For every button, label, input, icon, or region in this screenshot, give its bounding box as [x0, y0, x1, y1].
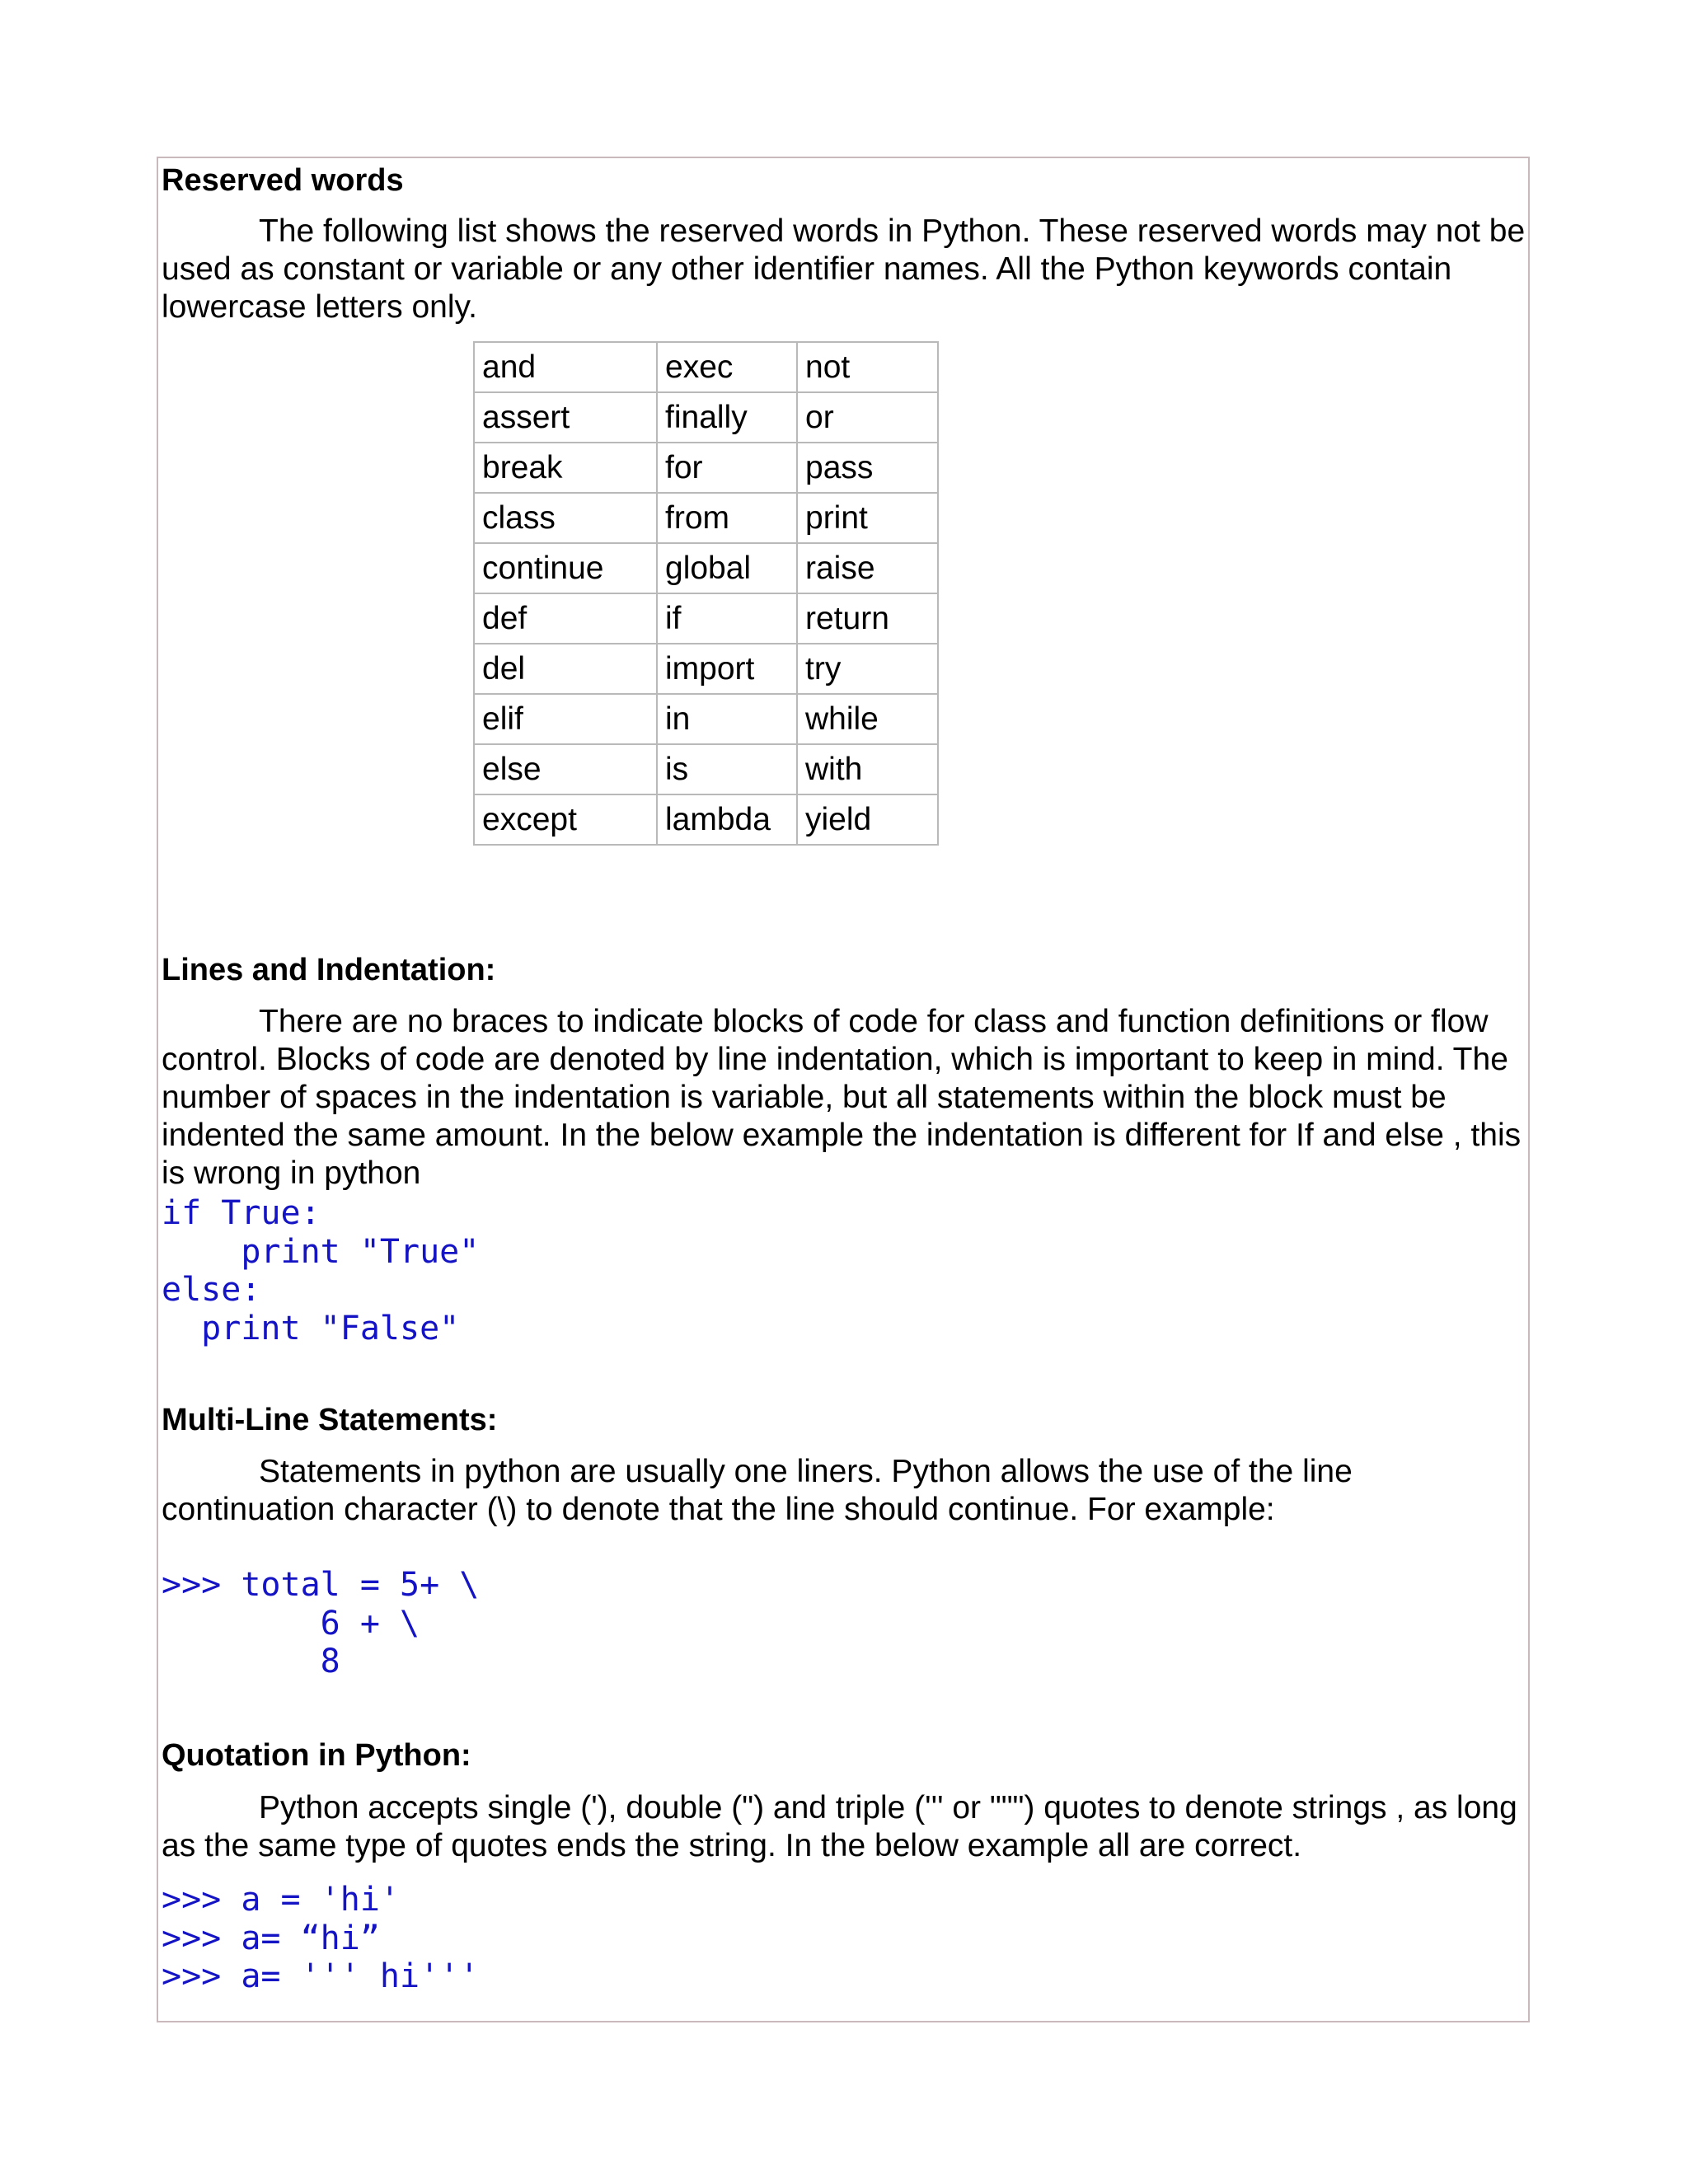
- keyword-cell: finally: [657, 392, 797, 443]
- keyword-cell: in: [657, 694, 797, 744]
- keywords-table: [473, 341, 939, 846]
- keyword-cell: or: [797, 392, 938, 443]
- keywords-table-row: [474, 443, 938, 493]
- keywords-table-row: [474, 593, 938, 644]
- keywords-table-row: [474, 694, 938, 744]
- keyword-cell: exec: [657, 342, 797, 392]
- keywords-table-row: [474, 794, 938, 845]
- keywords-table-row: [474, 543, 938, 593]
- keywords-table-row: [474, 342, 938, 392]
- keyword-cell: global: [657, 543, 797, 593]
- keyword-cell: del: [474, 644, 657, 694]
- keyword-cell: def: [474, 593, 657, 644]
- keyword-cell: and: [474, 342, 657, 392]
- keyword-cell: raise: [797, 543, 938, 593]
- quotation-paragraph: Python accepts single ('), double (") and triple (''' or """) quotes to denote strings , as long as the same type of quotes ends the string. In the below example all are correct.: [162, 1790, 1517, 1863]
- keyword-cell: class: [474, 493, 657, 543]
- quotation-heading: Quotation in Python:: [162, 1738, 471, 1773]
- keyword-cell: not: [797, 342, 938, 392]
- keyword-cell: try: [797, 644, 938, 694]
- keyword-cell: print: [797, 493, 938, 543]
- keyword-cell: return: [797, 593, 938, 644]
- indentation-paragraph: There are no braces to indicate blocks of code for class and function definitions or flow control. Blocks of code are denoted by line indentation, which is important to keep in mind. The number of spaces in the indentation is variable, but all statements within the block must be indented the same amount. In the below example the indentation is different for If and else , this is wrong in python: [162, 1004, 1522, 1191]
- keyword-cell: pass: [797, 443, 938, 493]
- keyword-cell: yield: [797, 794, 938, 845]
- keyword-cell: except: [474, 794, 657, 845]
- indentation-heading: Lines and Indentation:: [162, 953, 496, 987]
- keywords-table-row: [474, 644, 938, 694]
- keywords-table-row: [474, 744, 938, 794]
- keyword-cell: from: [657, 493, 797, 543]
- keyword-cell: while: [797, 694, 938, 744]
- keyword-cell: with: [797, 744, 938, 794]
- keyword-cell: break: [474, 443, 657, 493]
- multiline-code-block: >>> total = 5+ \ 6 + \ 8: [162, 1566, 480, 1680]
- keyword-cell: elif: [474, 694, 657, 744]
- quotation-code-block: >>> a = 'hi' >>> a= “hi” >>> a= ''' hi''': [162, 1881, 480, 1995]
- keywords-table-row: [474, 493, 938, 543]
- keyword-cell: if: [657, 593, 797, 644]
- keyword-cell: lambda: [657, 794, 797, 845]
- reserved-words-heading: Reserved words: [162, 163, 404, 198]
- keyword-cell: else: [474, 744, 657, 794]
- reserved-words-paragraph: The following list shows the reserved words in Python. These reserved words may not be used as constant or variable or any other identifier names. All the Python keywords contain lowercase letters only.: [162, 213, 1526, 325]
- multiline-heading: Multi-Line Statements:: [162, 1403, 498, 1437]
- keyword-cell: import: [657, 644, 797, 694]
- multiline-paragraph: Statements in python are usually one liners. Python allows the use of the line continuation character (\) to denote that the line should continue. For example:: [162, 1454, 1353, 1527]
- keyword-cell: for: [657, 443, 797, 493]
- keywords-table-row: [474, 392, 938, 443]
- keyword-cell: assert: [474, 392, 657, 443]
- keyword-cell: is: [657, 744, 797, 794]
- keyword-cell: continue: [474, 543, 657, 593]
- indentation-code-block: if True: print "True" else: print "False": [162, 1194, 480, 1347]
